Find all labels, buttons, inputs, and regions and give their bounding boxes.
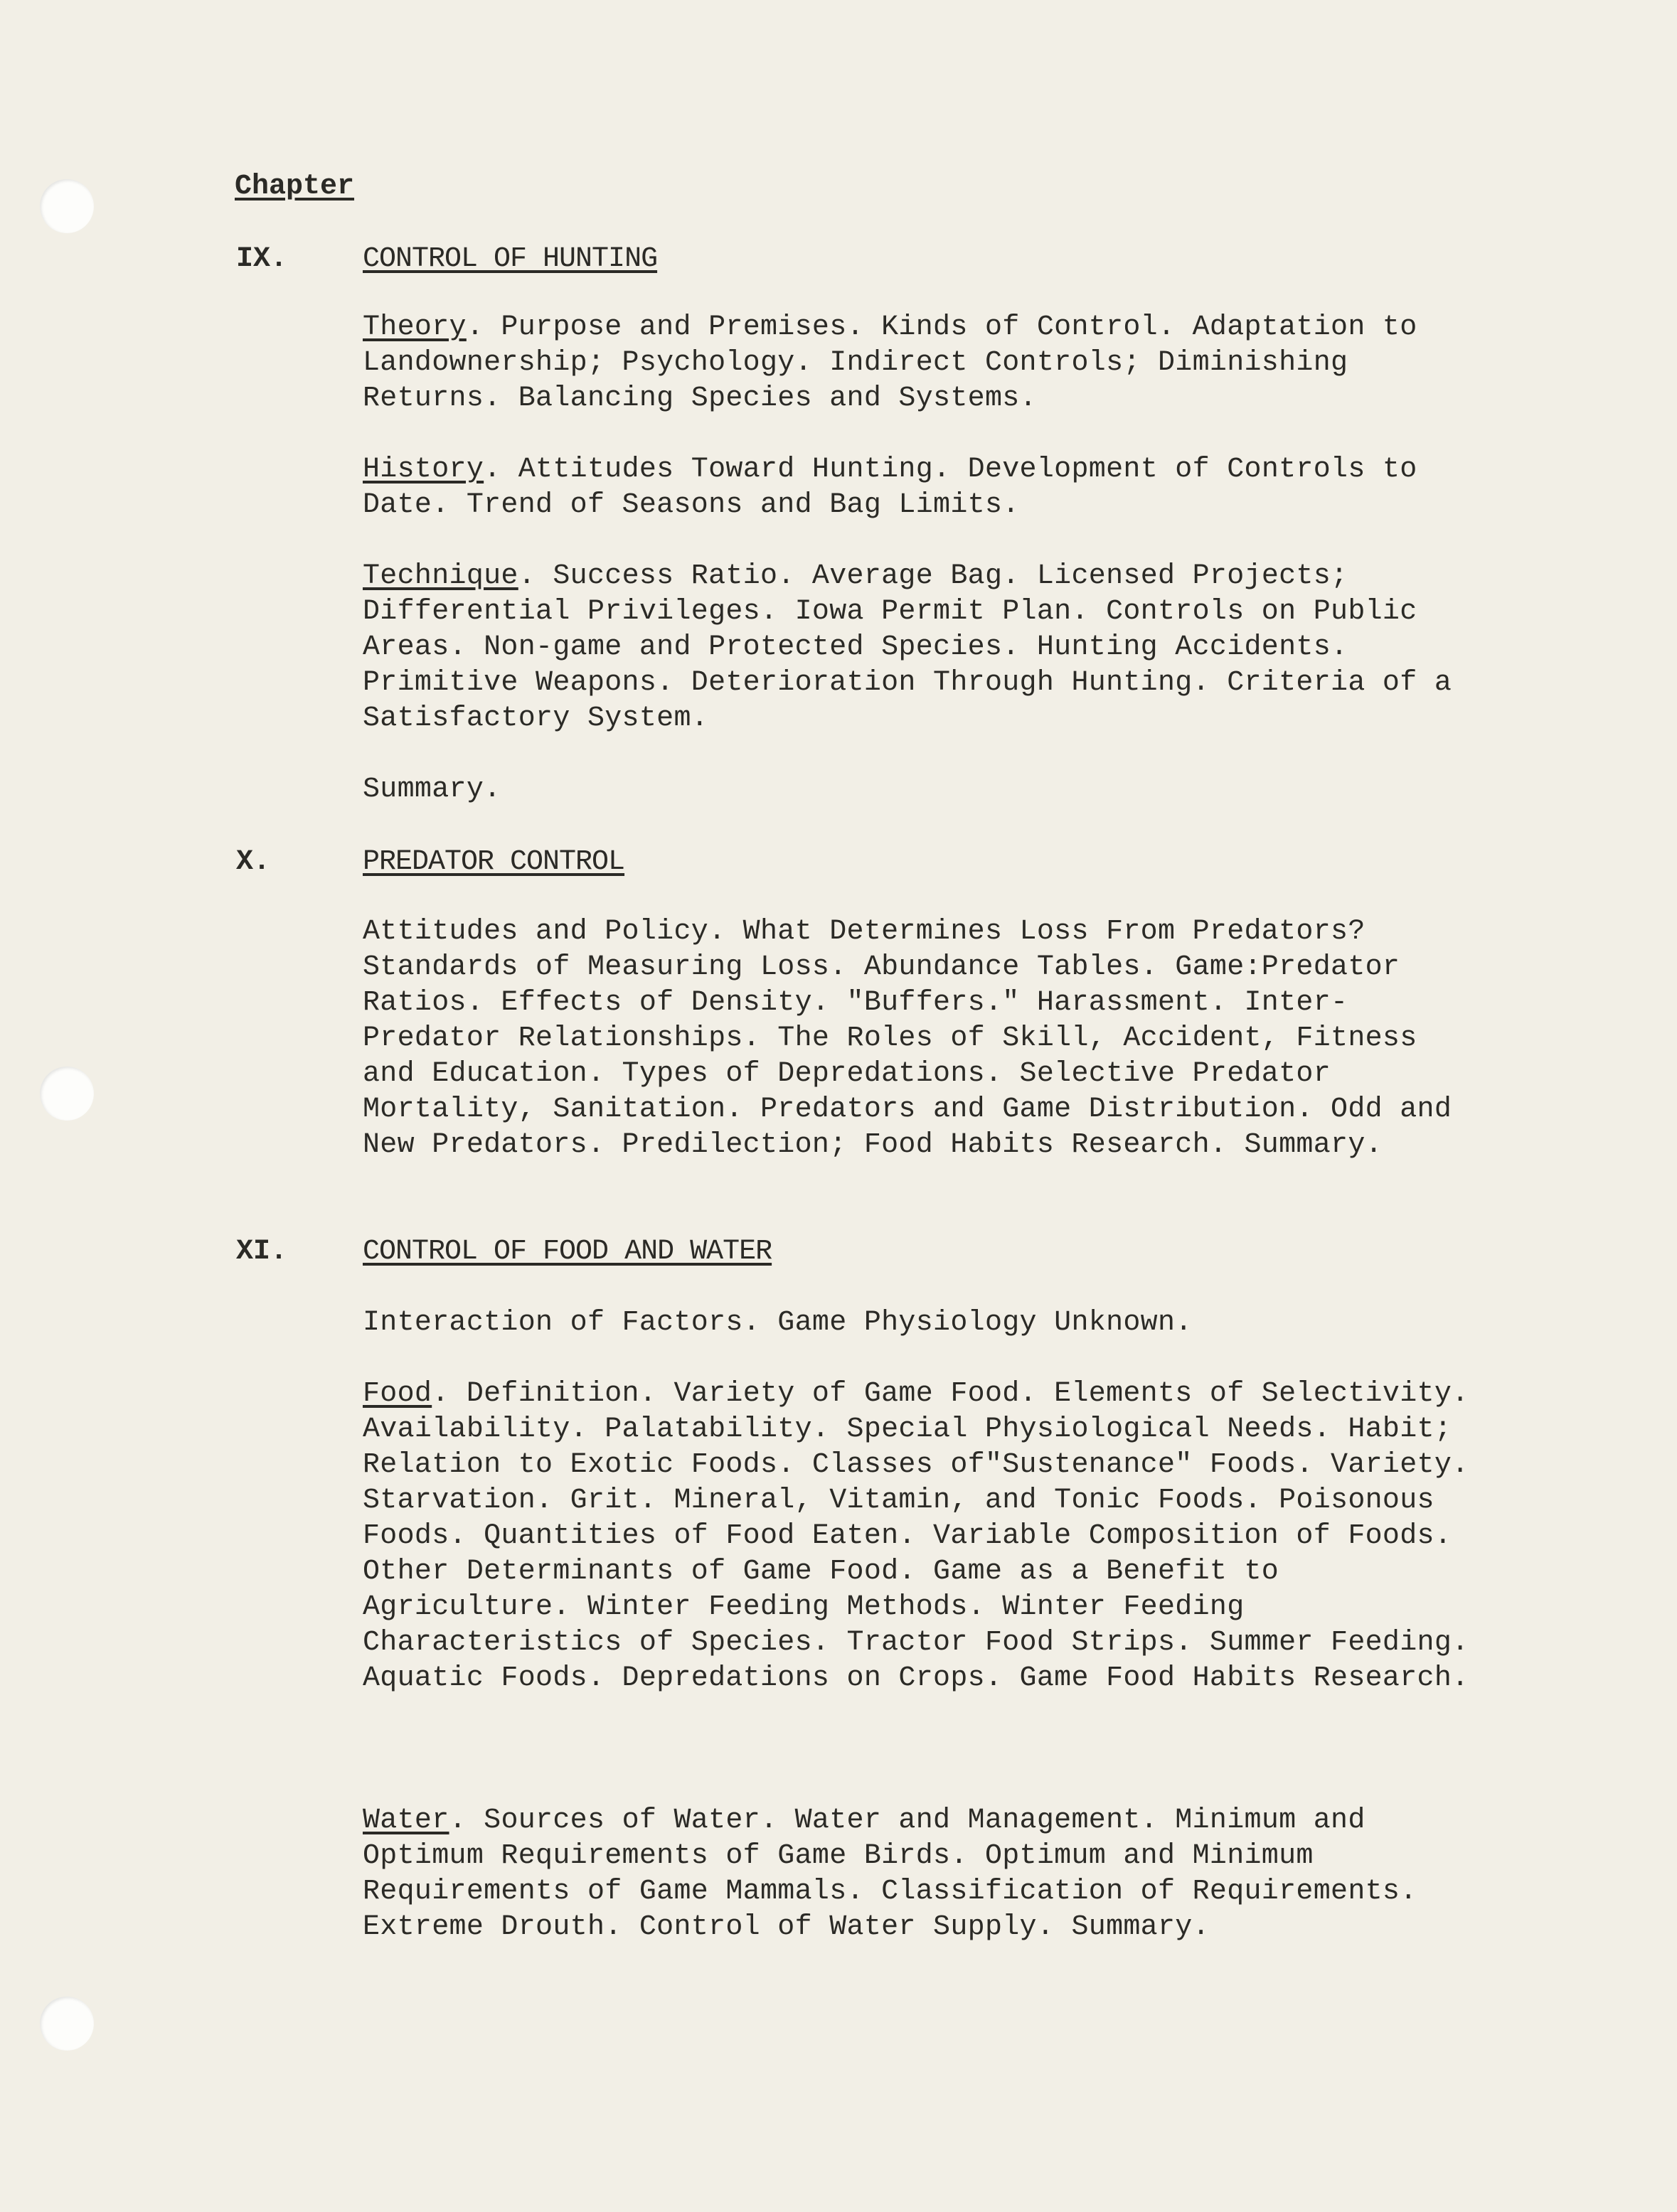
chapter-numeral-ix: IX. [236,243,288,275]
paragraph-lead-theory: Theory [363,311,467,343]
chapter-numeral-x: X. [236,846,271,878]
binder-hole-middle [40,1067,94,1121]
paragraph-text-predator-control: Attitudes and Policy. What Determines Loss From Predators? Standards of Measuring Loss. Abundance Tables. Game:Predator Ratios. Effects of Density. "Buffers." Harassment. Inter-Predator Relationships. The Roles of Skill, Accident, Fitness and Education. Types of Depredations. Selective Predator Mortality, Sanitation. Predators and Game Distribution. Odd and New Predators. Predilection; Food Habits Research. Summary. [363,916,1452,1161]
chapter-column-label: Chapter [235,171,355,203]
paragraph-lead-food: Food [363,1378,432,1410]
binder-hole-bottom [40,1997,94,2051]
paragraph-theory [363,310,1472,417]
paragraph-predator-control [363,914,1472,1163]
paragraph-summary-ix [363,772,1472,808]
paragraph-food [363,1377,1472,1697]
chapter-title-ix: CONTROL OF HUNTING [363,243,658,275]
paragraph-lead-water: Water [363,1805,449,1837]
paragraph-text-theory: . Purpose and Premises. Kinds of Control. Adaptation to Landownership; Psychology. Indirect Controls; Diminishing Returns. Balancing Species and Systems. [363,311,1417,415]
paragraph-text-summary-ix: Summary. [363,774,501,806]
binder-hole-top [40,179,94,233]
paragraph-text-water: . Sources of Water. Water and Management. Minimum and Optimum Requirements of Game Birds. Optimum and Minimum Requirements of Game Mammals. Classification of Requirements. Extreme Drouth. Control of Water Supply. Summary. [363,1805,1417,1943]
paragraph-water [363,1803,1472,1945]
chapter-title-xi: CONTROL OF FOOD AND WATER [363,1236,772,1268]
paragraph-interaction [363,1305,1472,1341]
chapter-numeral-xi: XI. [236,1236,288,1268]
paragraph-text-interaction: Interaction of Factors. Game Physiology Unknown. [363,1307,1193,1339]
paragraph-text-technique: . Success Ratio. Average Bag. Licensed Projects; Differential Privileges. Iowa Permit Plan. Controls on Public Areas. Non-game and Protected Species. Hunting Accidents. Primitive Weapons. Deterioration Through Hunting. Criteria of a Satisfactory System. [363,560,1452,734]
paragraph-history [363,452,1472,523]
paragraph-text-food: . Definition. Variety of Game Food. Elements of Selectivity. Availability. Palatability. Special Physiological Needs. Habit; Relation to Exotic Foods. Classes of"Sustenance" Foods. Variety. Starvation. Grit. Mineral, Vitamin, and Tonic Foods. Poisonous Foods. Quantities of Food Eaten. Variable Composition of Foods. Other Determinants of Game Food. Game as a Benefit to Agriculture. Winter Feeding Methods. Winter Feeding Characteristics of Species. Tractor Food Strips. Summer Feeding. Aquatic Foods. Depredations on Crops. Game Food Habits Research. [363,1378,1469,1694]
paragraph-technique [363,559,1472,737]
paragraph-lead-technique: Technique [363,560,518,592]
paragraph-lead-history: History [363,454,484,486]
chapter-title-x: PREDATOR CONTROL [363,846,625,878]
paragraph-text-history: . Attitudes Toward Hunting. Development of Controls to Date. Trend of Seasons and Bag Limits. [363,454,1417,521]
